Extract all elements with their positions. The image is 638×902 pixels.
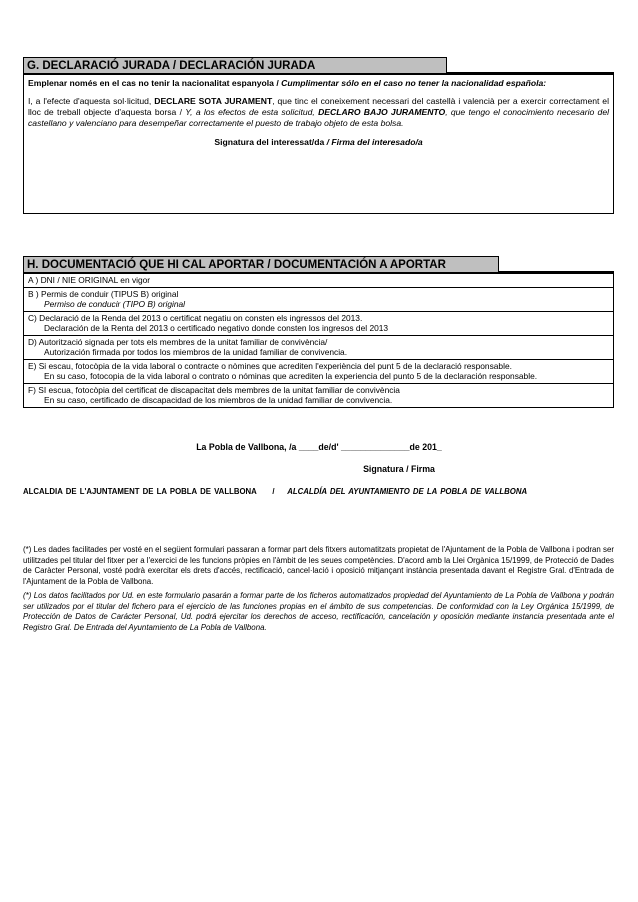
documentation-table bbox=[23, 273, 614, 408]
footer-separator: / bbox=[272, 487, 275, 496]
declare-es: DECLARO BAJO JURAMENTO bbox=[318, 107, 446, 117]
declaration-text-ca-1: I, a l'efecte d'aquesta sol·licitud, bbox=[28, 96, 152, 106]
doc-item-sub: En su caso, certificado de discapacidad de los miembros de la unidad familiar de convivencia. bbox=[44, 395, 393, 405]
doc-item-main: E) Si escau, fotocòpia de la vida laboral o contracte o nòmines que acrediten l'experiència del punt 5 de la declaració responsable. bbox=[28, 360, 512, 371]
doc-cell bbox=[24, 335, 614, 359]
declaration-text bbox=[28, 96, 609, 129]
doc-row bbox=[24, 287, 614, 311]
doc-row bbox=[24, 383, 614, 407]
declaration-intro bbox=[28, 78, 609, 89]
intro-es: Cumplimentar sólo en el caso no tener la nacionalidad española: bbox=[281, 78, 547, 88]
doc-row bbox=[24, 311, 614, 335]
doc-cell bbox=[24, 383, 614, 407]
doc-cell bbox=[24, 287, 614, 311]
doc-row bbox=[24, 335, 614, 359]
footer-ca: ALCALDIA DE L'AJUNTAMENT DE LA POBLA DE VALLBONA bbox=[23, 487, 257, 496]
doc-item-sub: En su caso, fotocopia de la vida laboral o contrato o nóminas que acrediten la experiencia del punto 5 de la declaración responsable. bbox=[44, 371, 538, 381]
declaration-text-es-2: , que tengo el conocimiento necesario del castellano y valenciano para desempeñar correctamente el puesto de trabajo objeto de esta bolsa. bbox=[28, 107, 610, 128]
declaration-text-es-1: Y, a los efectos de esta solicitud, bbox=[185, 107, 315, 117]
doc-cell bbox=[24, 359, 614, 383]
footer-es: ALCALDÍA DEL AYUNTAMIENTO DE LA POBLA DE VALLBONA bbox=[287, 487, 528, 496]
doc-row bbox=[24, 274, 614, 288]
doc-item-sub: Declaración de la Renta del 2013 o certificado negativo donde consten los ingresos del 2013 bbox=[44, 323, 389, 333]
place-date: La Pobla de Vallbona, /a ____de/d' ______________de 201_ bbox=[196, 442, 442, 452]
intro-ca: Emplenar només en el cas no tenir la nacionalitat espanyola / bbox=[28, 78, 279, 88]
declare-ca: DECLARE SOTA JURAMENT bbox=[154, 96, 273, 106]
section-h-title: H. DOCUMENTACIÓ QUE HI CAL APORTAR / DOCUMENTACIÓN A APORTAR bbox=[23, 256, 499, 273]
doc-item-main: F) SI escua, fotocòpia del certificat de discapacitat dels membres de la unitat familiar de convivència bbox=[28, 384, 400, 395]
section-g-title: G. DECLARACIÓ JURADA / DECLARACIÓN JURADA bbox=[23, 57, 447, 74]
signature-interessat bbox=[28, 137, 609, 148]
signature-ca: Signatura del interessat/da bbox=[214, 137, 325, 147]
footer-addressee bbox=[23, 487, 527, 496]
doc-cell bbox=[24, 274, 614, 288]
declaration-text-ca-2: , que tinc el coneixement necessari del castellà i valencià per a exercir correctament el lloc de treball objecte d'aquesta borsa / bbox=[28, 96, 609, 117]
doc-item-main: C) Declaració de la Renda del 2013 o certificat negatiu on consten els ingressos del 2013. bbox=[28, 312, 363, 323]
declaration-box bbox=[23, 74, 614, 214]
doc-item-sub: Permiso de conducir (TIPO B) original bbox=[44, 299, 186, 309]
doc-row bbox=[24, 359, 614, 383]
doc-item-sub: Autorización firmada por todos los miembros de la unidad familiar de convivencia. bbox=[44, 347, 348, 357]
doc-item-main: D) Autorització signada per tots els membres de la unitat familiar de convivència/ bbox=[28, 336, 328, 347]
doc-cell bbox=[24, 311, 614, 335]
signature-es: / Firma del interesado/a bbox=[326, 137, 423, 147]
privacy-notice-ca: (*) Les dades facilitades per vosté en el següent formulari passaran a formar part dels fitxers automatitzats propietat de l'Ajuntament de la Pobla de Vallbona i podran ser utilitzades pel titular del fitxer per a l'exercici de les funcions pròpies en l'àmbit de les seues competències. D'acord amb la Llei Orgànica 15/1999, de Protecció de Dades de Caràcter Personal, vosté podrà exercitar els drets d'accés, rectificació, cancel·lació i oposició mitjançant instància presentada davant el Registre Gral. d'Entrada de l'Ajuntament de la Pobla de Vallbona. bbox=[23, 545, 614, 586]
doc-item-main: A ) DNI / NIE ORIGINAL en vigor bbox=[28, 275, 151, 285]
privacy-notice-es: (*) Los datos facilitados por Ud. en este formulario pasarán a formar parte de los ficheros automatizados propiedad del Ayuntamiento de La Pobla de Vallbona y podrán ser utilizados por el titular del fichero para el ejercicio de las funciones propias en el ámbito de sus competencias. De conformidad con la Ley Orgánica 15/1999, de Protección de Datos de Carácter Personal, Ud. podrá ejercitar los derechos de acceso, rectificación, cancelación y oposición mediante instancia presentada ante el Registro Gral. De Entrada del Ayuntamiento de La Pobla de Vallbona. bbox=[23, 591, 614, 632]
signature-label: Signatura / Firma bbox=[363, 464, 435, 474]
doc-item-main: B ) Permis de conduir (TIPUS B) original bbox=[28, 288, 179, 299]
